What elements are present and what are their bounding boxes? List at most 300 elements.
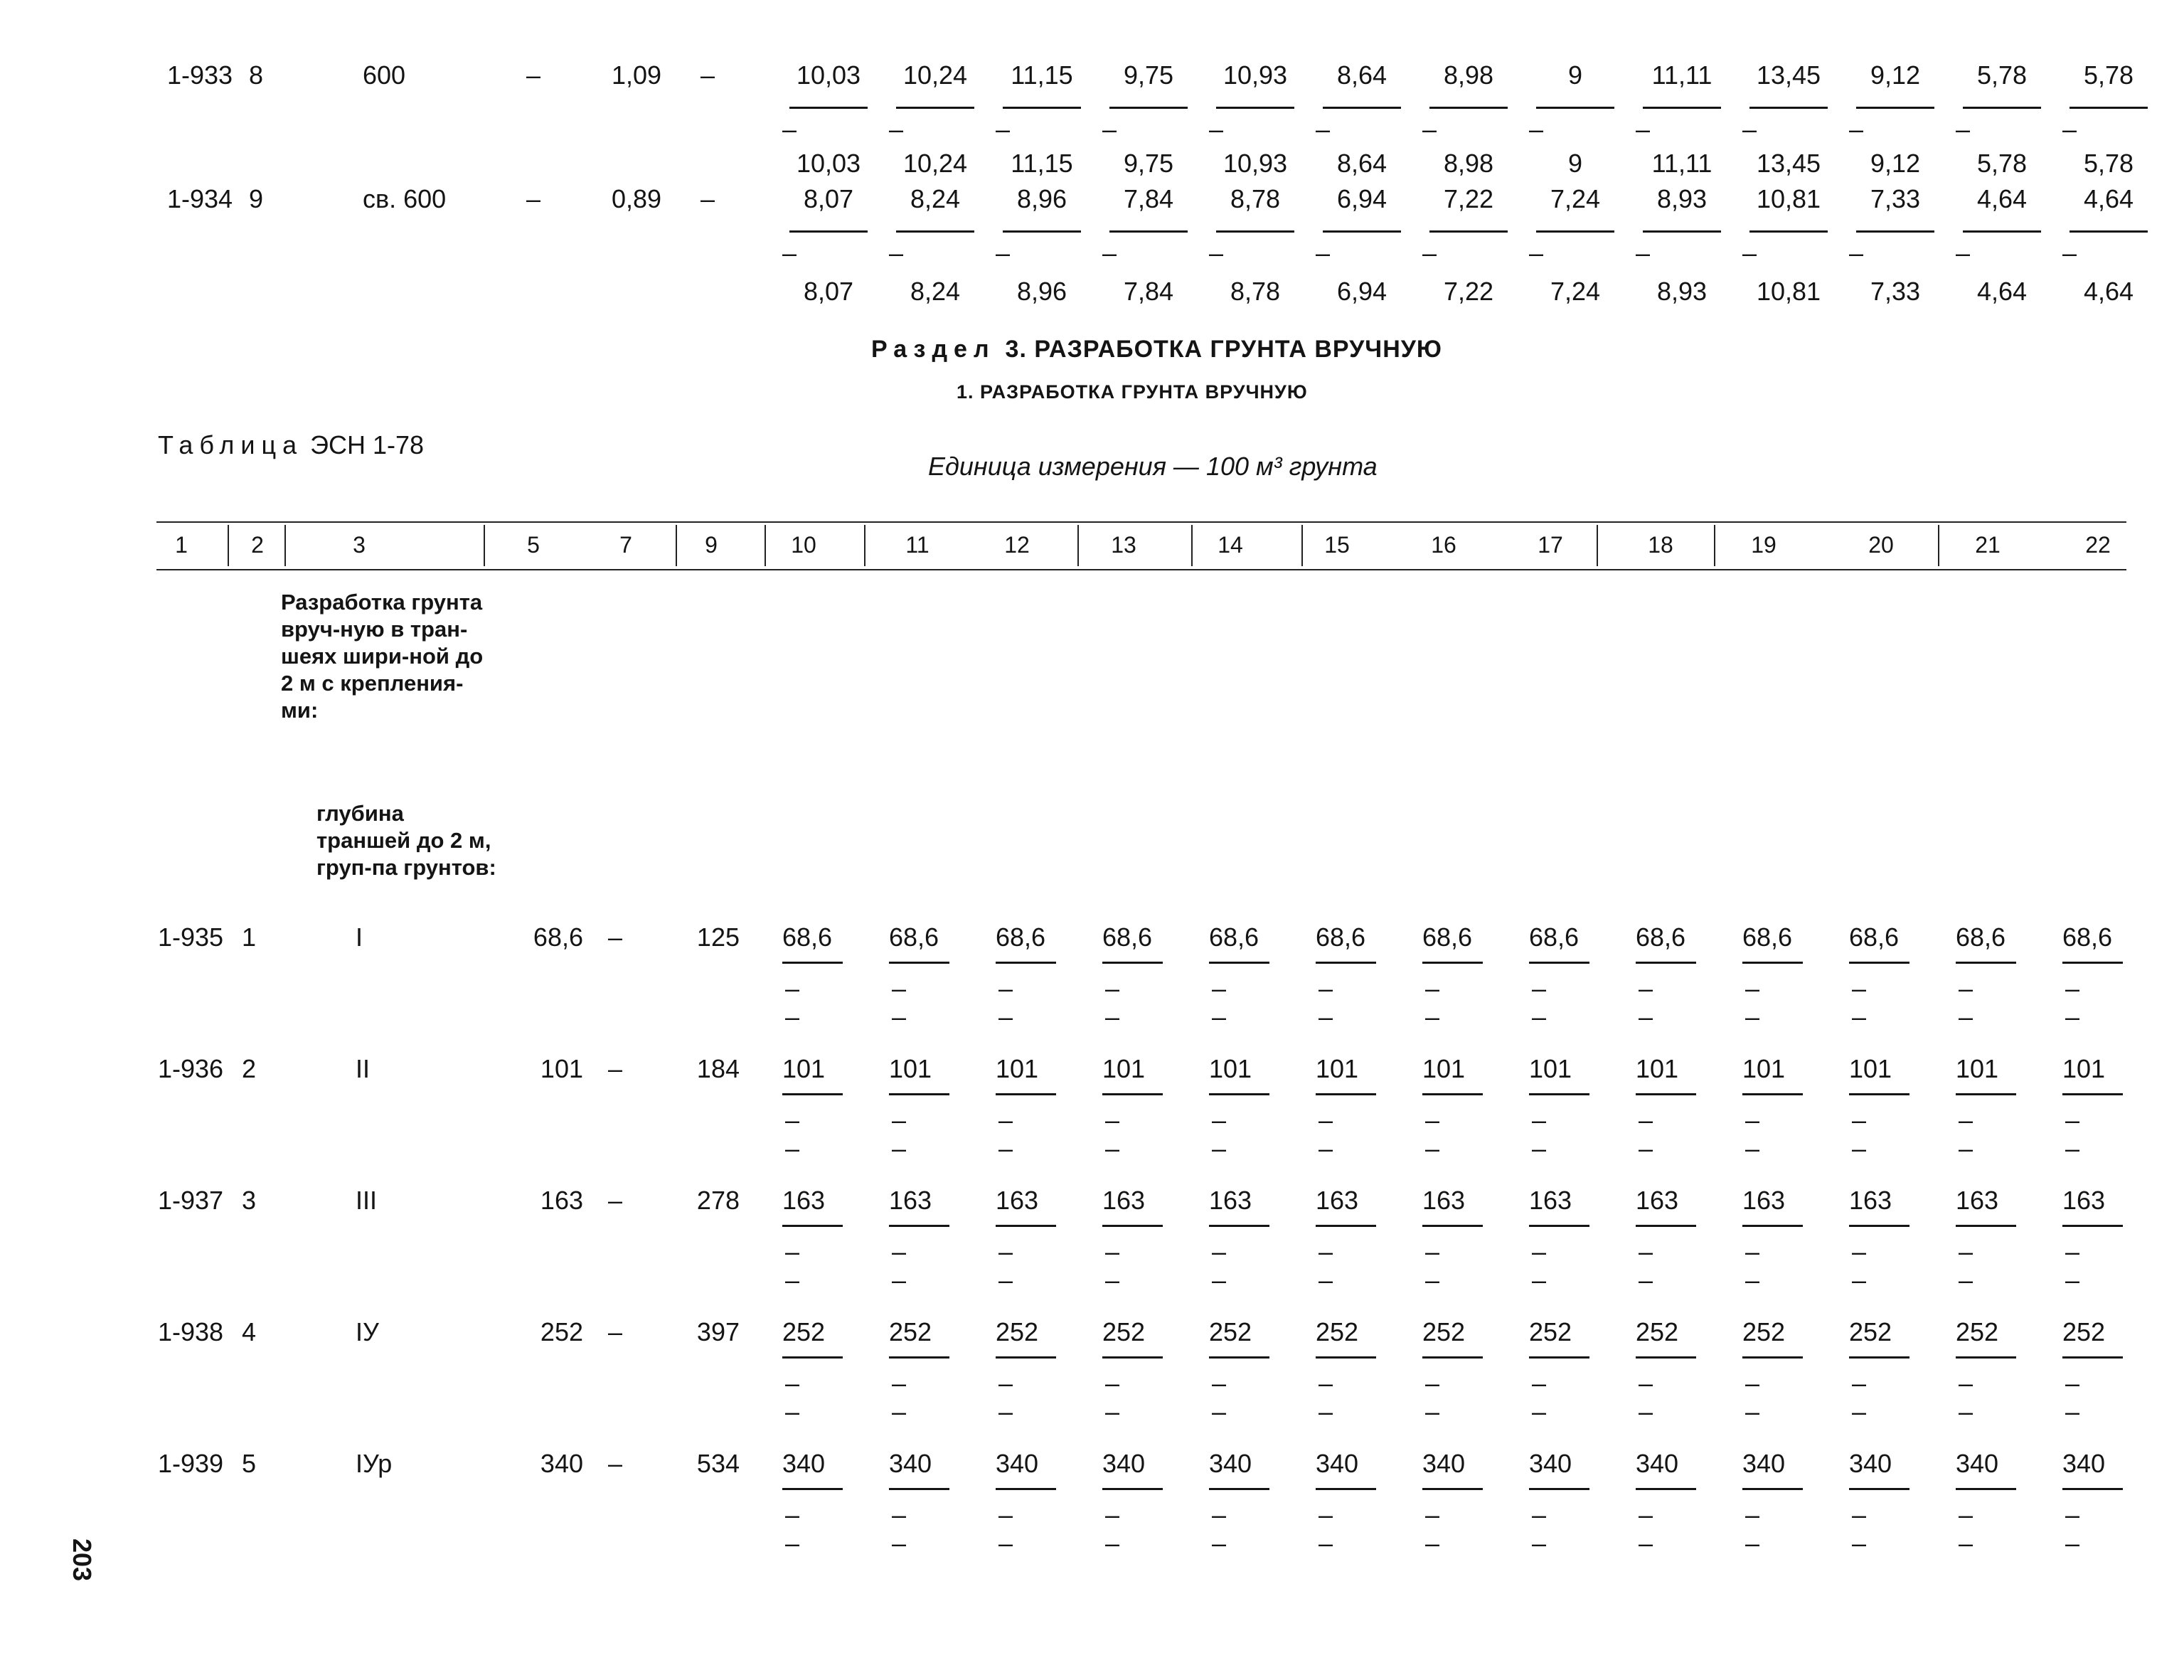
- fraction-numerator: 101: [782, 1054, 826, 1083]
- header-column-number: 11: [905, 532, 929, 558]
- fraction-dash: –: [1422, 238, 1437, 267]
- fraction-numerator: 68,6: [1849, 923, 1900, 952]
- header-column-separator: [484, 525, 485, 566]
- fraction-numerator: 163: [996, 1186, 1039, 1215]
- fraction-dash: –: [1319, 1002, 1333, 1031]
- fraction-numerator: 11,11: [1651, 60, 1712, 90]
- fraction-bar: [1849, 1093, 1909, 1095]
- fraction-dash: –: [1639, 1529, 1653, 1558]
- fraction-dash: –: [892, 1500, 907, 1529]
- header-column-separator: [1597, 525, 1598, 566]
- fraction-bar: [1102, 962, 1163, 964]
- fraction-bar: [1529, 962, 1589, 964]
- fraction-dash: –: [892, 1237, 907, 1266]
- fraction-denominator: 10,03: [796, 149, 861, 178]
- row-col7: –: [608, 1186, 623, 1215]
- fraction-dash: –: [1212, 1237, 1227, 1266]
- fraction-dash: –: [2065, 1265, 2080, 1294]
- fraction-bar: [1742, 962, 1803, 964]
- fraction-dash: –: [785, 1500, 800, 1529]
- fraction-dash: –: [1319, 1397, 1333, 1426]
- fraction-numerator: 68,6: [1422, 923, 1473, 952]
- fraction-dash: –: [785, 1134, 800, 1163]
- fraction-dash: –: [1425, 1397, 1440, 1426]
- header-column-number: 10: [791, 532, 816, 558]
- header-column-number: 7: [619, 532, 632, 558]
- fraction-bar: [996, 1488, 1056, 1490]
- fraction-dash: –: [1319, 1105, 1333, 1134]
- fraction-bar: [1636, 1488, 1696, 1490]
- fraction-bar: [889, 1225, 949, 1227]
- fraction-dash: –: [1745, 1237, 1760, 1266]
- fraction-dash: –: [892, 1134, 907, 1163]
- fraction-dash: –: [1636, 115, 1651, 144]
- fraction-bar: [1422, 1488, 1483, 1490]
- fraction-numerator: 11,15: [1011, 60, 1073, 90]
- header-column-separator: [1714, 525, 1715, 566]
- fraction-numerator: 340: [1849, 1449, 1892, 1478]
- fraction-numerator: 101: [1742, 1054, 1786, 1083]
- fraction-bar: [1742, 1093, 1803, 1095]
- header-column-number: 17: [1538, 532, 1563, 558]
- fraction-denominator: 7,33: [1870, 277, 1921, 306]
- fraction-bar: [1636, 1093, 1696, 1095]
- fraction-numerator: 163: [1956, 1186, 1999, 1215]
- fraction-numerator: 68,6: [1636, 923, 1686, 952]
- unit-of-measure: Единица измерения — 100 м³ грунта: [928, 452, 1378, 481]
- fraction-bar: [1109, 107, 1188, 109]
- fraction-numerator: 252: [1636, 1317, 1679, 1346]
- fraction-dash: –: [1742, 238, 1757, 267]
- fraction-dash: –: [998, 1134, 1013, 1163]
- fraction-numerator: 10,93: [1222, 60, 1288, 90]
- fraction-bar: [1529, 1356, 1589, 1359]
- fraction-bar: [1849, 962, 1909, 964]
- fraction-numerator: 252: [782, 1317, 826, 1346]
- fraction-denominator: 11,15: [1011, 149, 1073, 178]
- fraction-numerator: 8,24: [910, 184, 961, 213]
- row-col5: 340: [540, 1449, 583, 1478]
- fraction-dash: –: [1745, 974, 1760, 1003]
- fraction-numerator: 101: [1422, 1054, 1466, 1083]
- fraction-bar: [2062, 962, 2123, 964]
- row-col7: 0,89: [612, 184, 662, 213]
- fraction-dash: –: [1532, 974, 1547, 1003]
- fraction-dash: –: [1532, 1529, 1547, 1558]
- fraction-numerator: 163: [889, 1186, 932, 1215]
- fraction-numerator: 68,6: [996, 923, 1046, 952]
- fraction-dash: –: [1959, 1002, 1973, 1031]
- fraction-dash: –: [1959, 1529, 1973, 1558]
- fraction-dash: –: [998, 1105, 1013, 1134]
- fraction-dash: –: [785, 1265, 800, 1294]
- fraction-dash: –: [998, 1529, 1013, 1558]
- fraction-numerator: 68,6: [1316, 923, 1366, 952]
- fraction-numerator: 163: [1529, 1186, 1572, 1215]
- fraction-numerator: 10,24: [902, 60, 968, 90]
- fraction-dash: –: [1529, 238, 1544, 267]
- fraction-denominator: 4,64: [1976, 277, 2028, 306]
- header-column-number: 2: [251, 532, 264, 558]
- fraction-dash: –: [1639, 1002, 1653, 1031]
- header-column-separator: [1077, 525, 1079, 566]
- fraction-dash: –: [1959, 1237, 1973, 1266]
- fraction-numerator: 340: [2062, 1449, 2106, 1478]
- row-col7: –: [608, 923, 623, 952]
- fraction-bar: [889, 1093, 949, 1095]
- fraction-bar: [1849, 1356, 1909, 1359]
- fraction-bar: [1643, 230, 1721, 233]
- fraction-denominator: 8,24: [910, 277, 961, 306]
- fraction-dash: –: [1102, 115, 1117, 144]
- fraction-dash: –: [1852, 1500, 1867, 1529]
- fraction-denominator: 7,84: [1123, 277, 1174, 306]
- fraction-bar: [1636, 1225, 1696, 1227]
- header-column-number: 3: [353, 532, 366, 558]
- fraction-dash: –: [1425, 1105, 1440, 1134]
- fraction-dash: –: [998, 1397, 1013, 1426]
- header-bottom-rule: [156, 569, 2126, 570]
- fraction-dash: –: [892, 1529, 907, 1558]
- fraction-dash: –: [1105, 1397, 1120, 1426]
- soil-group: IУр: [356, 1449, 393, 1478]
- header-column-separator: [1301, 525, 1303, 566]
- fraction-dash: –: [785, 1237, 800, 1266]
- fraction-dash: –: [892, 1265, 907, 1294]
- fraction-dash: –: [1639, 1105, 1653, 1134]
- fraction-numerator: 252: [1742, 1317, 1786, 1346]
- fraction-numerator: 163: [1316, 1186, 1359, 1215]
- fraction-dash: –: [889, 238, 904, 267]
- fraction-bar: [782, 1225, 843, 1227]
- fraction-denominator: 8,96: [1016, 277, 1067, 306]
- row-number: 8: [249, 60, 264, 90]
- fraction-bar: [782, 1356, 843, 1359]
- fraction-bar: [1102, 1093, 1163, 1095]
- header-column-separator: [765, 525, 766, 566]
- fraction-bar: [1209, 1356, 1269, 1359]
- fraction-dash: –: [1959, 974, 1973, 1003]
- fraction-bar: [1102, 1488, 1163, 1490]
- header-top-rule: [156, 521, 2126, 523]
- fraction-numerator: 252: [1529, 1317, 1572, 1346]
- fraction-dash: –: [1849, 238, 1864, 267]
- row-col7: –: [608, 1317, 623, 1346]
- fraction-dash: –: [1639, 1134, 1653, 1163]
- fraction-dash: –: [2065, 1397, 2080, 1426]
- fraction-bar: [1849, 1488, 1909, 1490]
- fraction-bar: [1216, 230, 1294, 233]
- fraction-dash: –: [1532, 1134, 1547, 1163]
- fraction-dash: –: [2065, 1500, 2080, 1529]
- fraction-dash: –: [1639, 1368, 1653, 1398]
- fraction-bar: [1856, 107, 1934, 109]
- fraction-bar: [1429, 107, 1508, 109]
- fraction-bar: [889, 1356, 949, 1359]
- fraction-dash: –: [1745, 1134, 1760, 1163]
- fraction-numerator: 101: [1316, 1054, 1359, 1083]
- fraction-dash: –: [1959, 1265, 1973, 1294]
- fraction-dash: –: [1852, 1265, 1867, 1294]
- fraction-dash: –: [1532, 1002, 1547, 1031]
- fraction-dash: –: [1852, 1105, 1867, 1134]
- fraction-dash: –: [1852, 974, 1867, 1003]
- fraction-dash: –: [1849, 115, 1864, 144]
- fraction-dash: –: [1425, 1529, 1440, 1558]
- fraction-dash: –: [1319, 1368, 1333, 1398]
- fraction-numerator: 101: [1849, 1054, 1892, 1083]
- fraction-denominator: 10,81: [1756, 277, 1821, 306]
- fraction-dash: –: [1852, 1397, 1867, 1426]
- fraction-numerator: 101: [1636, 1054, 1679, 1083]
- fraction-dash: –: [785, 1368, 800, 1398]
- row-code: 1-935: [158, 923, 224, 952]
- header-column-number: 13: [1111, 532, 1136, 558]
- header-column-number: 18: [1648, 532, 1673, 558]
- fraction-numerator: 252: [1316, 1317, 1359, 1346]
- fraction-bar: [1529, 1225, 1589, 1227]
- header-column-number: 21: [1975, 532, 2001, 558]
- row-col9: 184: [696, 1054, 740, 1083]
- fraction-dash: –: [1105, 1002, 1120, 1031]
- header-column-separator: [676, 525, 677, 566]
- fraction-bar: [1209, 1225, 1269, 1227]
- fraction-numerator: 340: [1956, 1449, 1999, 1478]
- row-col7: 1,09: [612, 60, 662, 90]
- fraction-bar: [1742, 1488, 1803, 1490]
- fraction-dash: –: [1745, 1368, 1760, 1398]
- fraction-dash: –: [889, 115, 904, 144]
- fraction-bar: [1963, 107, 2041, 109]
- fraction-dash: –: [998, 974, 1013, 1003]
- fraction-numerator: 4,64: [1976, 184, 2028, 213]
- row-col9: 534: [696, 1449, 740, 1478]
- fraction-dash: –: [1745, 1002, 1760, 1031]
- fraction-bar: [1316, 1093, 1376, 1095]
- fraction-numerator: 252: [1102, 1317, 1146, 1346]
- fraction-dash: –: [2065, 974, 2080, 1003]
- row-col9: 397: [696, 1317, 740, 1346]
- header-column-number: 15: [1324, 532, 1350, 558]
- fraction-numerator: 101: [889, 1054, 932, 1083]
- fraction-dash: –: [892, 1368, 907, 1398]
- row-col5: 163: [540, 1186, 583, 1215]
- soil-group: III: [356, 1186, 378, 1215]
- fraction-denominator: 7,24: [1550, 277, 1601, 306]
- fraction-dash: –: [1316, 115, 1331, 144]
- table-label: [158, 432, 424, 458]
- fraction-dash: –: [1212, 1368, 1227, 1398]
- fraction-numerator: 7,84: [1123, 184, 1174, 213]
- fraction-dash: –: [1422, 115, 1437, 144]
- fraction-bar: [1963, 230, 2041, 233]
- fraction-numerator: 163: [1422, 1186, 1466, 1215]
- fraction-denominator: 10,24: [902, 149, 968, 178]
- fraction-dash: –: [2065, 1002, 2080, 1031]
- fraction-bar: [2070, 230, 2148, 233]
- header-column-number: 19: [1751, 532, 1777, 558]
- fraction-dash: –: [1425, 1134, 1440, 1163]
- fraction-dash: –: [1852, 1529, 1867, 1558]
- fraction-dash: –: [2065, 1237, 2080, 1266]
- fraction-numerator: 8,98: [1443, 60, 1494, 90]
- fraction-dash: –: [1639, 974, 1653, 1003]
- fraction-bar: [782, 1488, 843, 1490]
- row-col9: –: [701, 60, 715, 90]
- fraction-bar: [1849, 1225, 1909, 1227]
- section-heading: [871, 337, 1442, 361]
- fraction-dash: –: [1212, 1002, 1227, 1031]
- fraction-bar: [1956, 1093, 2016, 1095]
- fraction-dash: –: [1852, 1368, 1867, 1398]
- fraction-numerator: 252: [1422, 1317, 1466, 1346]
- fraction-bar: [1429, 230, 1508, 233]
- fraction-dash: –: [1532, 1368, 1547, 1398]
- fraction-dash: –: [1212, 1397, 1227, 1426]
- fraction-numerator: 9,12: [1870, 60, 1921, 90]
- fraction-denominator: 9,75: [1123, 149, 1174, 178]
- fraction-bar: [896, 230, 974, 233]
- fraction-dash: –: [782, 115, 797, 144]
- fraction-dash: –: [1745, 1105, 1760, 1134]
- section-label: Раздел: [871, 336, 996, 363]
- fraction-dash: –: [1639, 1265, 1653, 1294]
- fraction-dash: –: [2065, 1105, 2080, 1134]
- fraction-bar: [1636, 962, 1696, 964]
- fraction-denominator: 13,45: [1756, 149, 1821, 178]
- row-col9: 125: [696, 923, 740, 952]
- fraction-numerator: 68,6: [1956, 923, 2006, 952]
- fraction-dash: –: [1532, 1237, 1547, 1266]
- fraction-dash: –: [2065, 1529, 2080, 1558]
- header-column-number: 20: [1868, 532, 1894, 558]
- fraction-numerator: 340: [889, 1449, 932, 1478]
- fraction-numerator: 252: [2062, 1317, 2106, 1346]
- fraction-numerator: 68,6: [1742, 923, 1793, 952]
- fraction-numerator: 68,6: [782, 923, 833, 952]
- fraction-bar: [1323, 230, 1401, 233]
- fraction-numerator: 340: [1742, 1449, 1786, 1478]
- fraction-dash: –: [996, 238, 1011, 267]
- fraction-numerator: 163: [2062, 1186, 2106, 1215]
- fraction-denominator: 6,94: [1336, 277, 1387, 306]
- fraction-bar: [996, 1225, 1056, 1227]
- fraction-denominator: 5,78: [2083, 149, 2134, 178]
- row-col5: 68,6: [533, 923, 583, 952]
- fraction-dash: –: [996, 115, 1011, 144]
- fraction-dash: –: [2065, 1368, 2080, 1398]
- fraction-dash: –: [785, 1105, 800, 1134]
- fraction-numerator: 163: [1102, 1186, 1146, 1215]
- row-col7: –: [608, 1054, 623, 1083]
- fraction-numerator: 8,07: [803, 184, 854, 213]
- fraction-dash: –: [1319, 1500, 1333, 1529]
- fraction-bar: [1742, 1225, 1803, 1227]
- fraction-denominator: 5,78: [1976, 149, 2028, 178]
- fraction-numerator: 5,78: [2083, 60, 2134, 90]
- fraction-dash: –: [1105, 1105, 1120, 1134]
- fraction-bar: [1422, 1225, 1483, 1227]
- fraction-denominator: 9,12: [1870, 149, 1921, 178]
- fraction-numerator: 68,6: [2062, 923, 2113, 952]
- fraction-numerator: 6,94: [1336, 184, 1387, 213]
- fraction-numerator: 252: [889, 1317, 932, 1346]
- fraction-bar: [889, 962, 949, 964]
- fraction-numerator: 4,64: [2083, 184, 2134, 213]
- fraction-dash: –: [2062, 115, 2077, 144]
- fraction-dash: –: [1532, 1397, 1547, 1426]
- fraction-dash: –: [1105, 1265, 1120, 1294]
- fraction-bar: [1003, 230, 1081, 233]
- fraction-bar: [789, 107, 868, 109]
- fraction-dash: –: [1745, 1529, 1760, 1558]
- fraction-dash: –: [1212, 1500, 1227, 1529]
- fraction-dash: –: [2065, 1134, 2080, 1163]
- fraction-numerator: 9: [1567, 60, 1583, 90]
- fraction-numerator: 5,78: [1976, 60, 2028, 90]
- fraction-denominator: 11,11: [1651, 149, 1712, 178]
- fraction-dash: –: [1636, 238, 1651, 267]
- fraction-dash: –: [1425, 1002, 1440, 1031]
- fraction-bar: [1749, 230, 1828, 233]
- soil-group: IУ: [356, 1317, 379, 1346]
- fraction-dash: –: [785, 1529, 800, 1558]
- fraction-numerator: 340: [1422, 1449, 1466, 1478]
- fraction-denominator: 8,78: [1230, 277, 1281, 306]
- fraction-bar: [889, 1488, 949, 1490]
- fraction-dash: –: [1959, 1368, 1973, 1398]
- work-description-sub: глубина траншей до 2 м, груп-па грунтов:: [316, 801, 496, 880]
- fraction-numerator: 340: [1529, 1449, 1572, 1478]
- fraction-bar: [1536, 230, 1614, 233]
- row-code: 1-933: [167, 60, 233, 90]
- fraction-dash: –: [998, 1237, 1013, 1266]
- fraction-dash: –: [892, 1397, 907, 1426]
- fraction-numerator: 101: [2062, 1054, 2106, 1083]
- row-col5: 252: [540, 1317, 583, 1346]
- fraction-dash: –: [1212, 1265, 1227, 1294]
- fraction-bar: [996, 962, 1056, 964]
- fraction-bar: [1856, 230, 1934, 233]
- fraction-numerator: 163: [1849, 1186, 1892, 1215]
- fraction-bar: [996, 1356, 1056, 1359]
- fraction-bar: [2062, 1093, 2123, 1095]
- table-label-code: ЭСН 1-78: [310, 430, 425, 459]
- fraction-dash: –: [1316, 238, 1331, 267]
- fraction-bar: [996, 1093, 1056, 1095]
- fraction-bar: [1529, 1488, 1589, 1490]
- fraction-numerator: 10,81: [1756, 184, 1821, 213]
- header-column-number: 9: [705, 532, 718, 558]
- fraction-numerator: 340: [1102, 1449, 1146, 1478]
- fraction-dash: –: [1319, 1529, 1333, 1558]
- row-number: 3: [242, 1186, 257, 1215]
- row-code: 1-939: [158, 1449, 224, 1478]
- fraction-bar: [1643, 107, 1721, 109]
- fraction-bar: [782, 1093, 843, 1095]
- fraction-dash: –: [1959, 1105, 1973, 1134]
- fraction-bar: [2062, 1488, 2123, 1490]
- fraction-bar: [1216, 107, 1294, 109]
- fraction-bar: [1209, 962, 1269, 964]
- fraction-dash: –: [1319, 1237, 1333, 1266]
- fraction-dash: –: [1319, 974, 1333, 1003]
- fraction-bar: [1749, 107, 1828, 109]
- row-col5: –: [526, 60, 541, 90]
- fraction-numerator: 68,6: [1529, 923, 1580, 952]
- fraction-dash: –: [1425, 974, 1440, 1003]
- fraction-bar: [1529, 1093, 1589, 1095]
